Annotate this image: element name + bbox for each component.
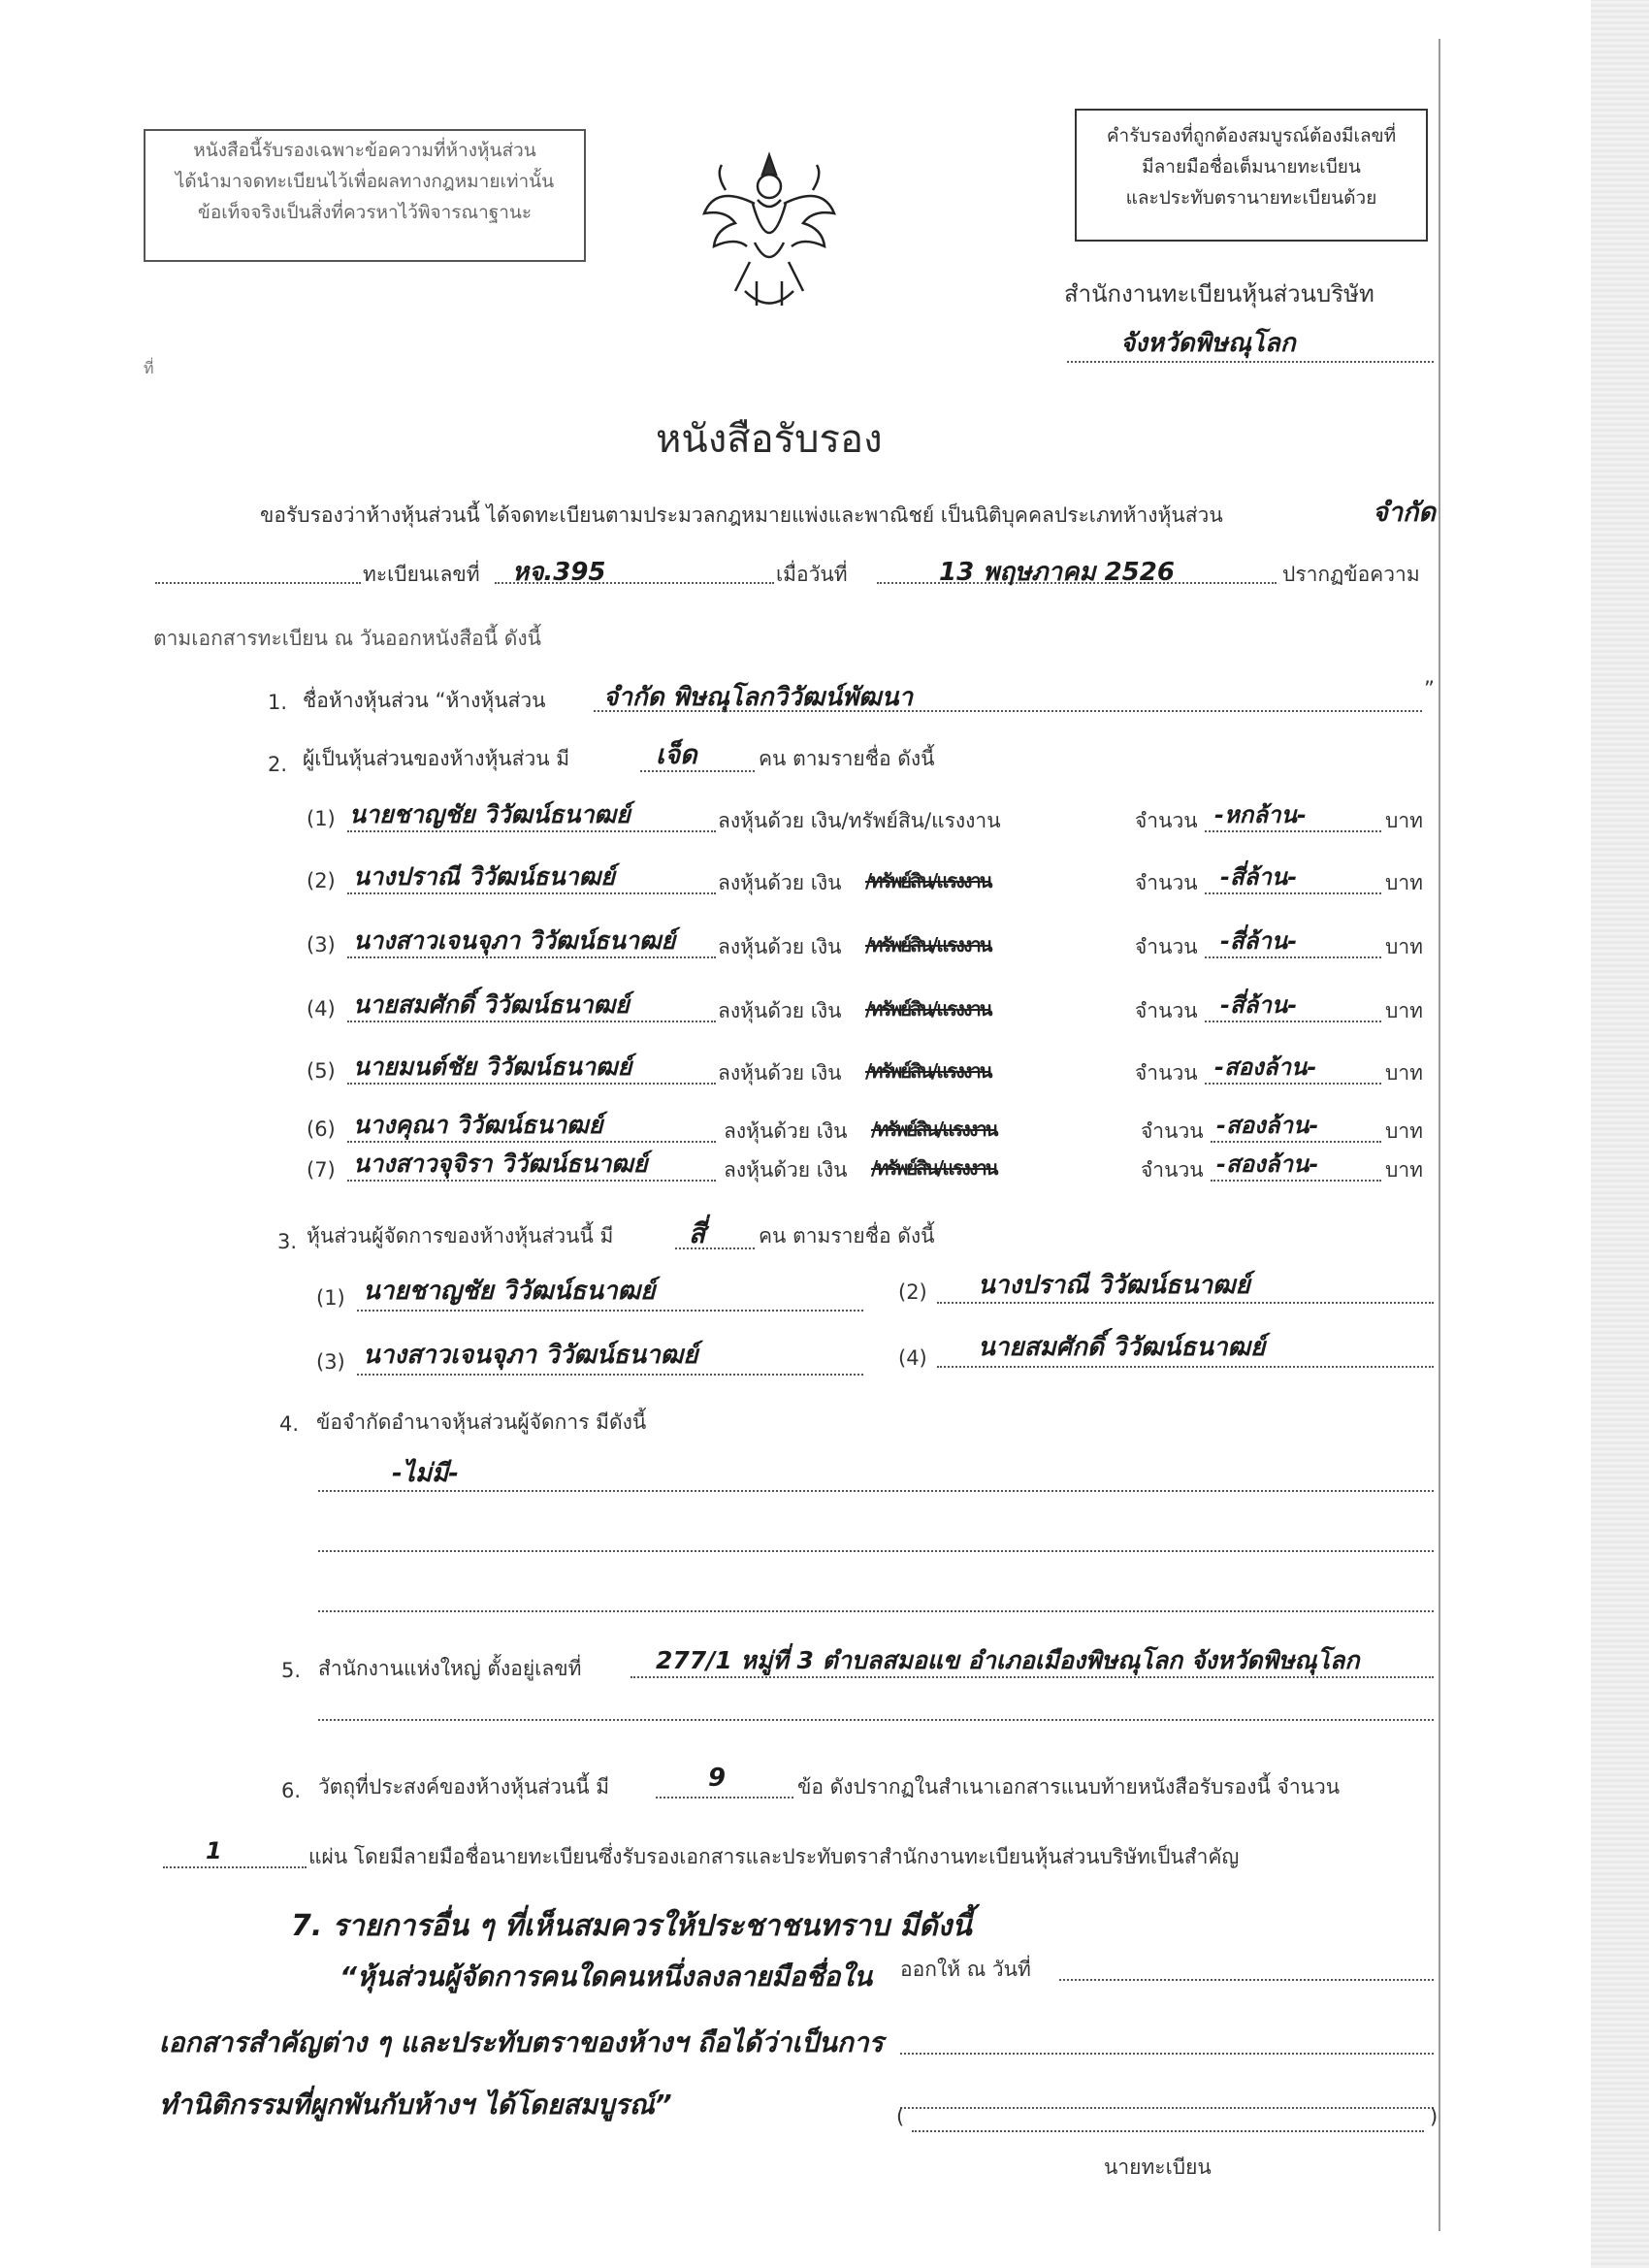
dotted-line [1205,892,1381,894]
issue-label: ออกให้ ณ วันที่ [900,1958,1031,1981]
partner-name: นางสาวเจนจุภา วิวัฒน์ธนาฒย์ [353,926,676,955]
stamp-right-line: มีลายมือชื่อเต็มนายทะเบียน [1142,156,1361,178]
appear-label: ปรากฏข้อความ [1282,563,1420,586]
signature-line [912,2130,1424,2132]
partner-index: (1) [307,807,336,830]
dotted-line [937,1366,1434,1368]
stamp-left-line: หนังสือนี้รับรองเฉพาะข้อความที่ห้างหุ้นส่วน [193,140,536,161]
item3-tail: คน ตามรายชื่อ ดังนี้ [759,1224,935,1247]
reg-no: หจ.395 [512,558,606,587]
partner-row [0,858,1455,906]
amount-unit: บาท [1385,1158,1423,1182]
dotted-line [1205,1083,1381,1085]
manager-name: นางปราณี วิวัฒน์ธนาฒย์ [978,1271,1250,1300]
partner-invest: ลงหุ้นด้วย เงิน/ทรัพย์สิน/แรงงาน [718,809,1001,832]
dotted-line [1211,1141,1381,1143]
sign-close: ) [1430,2105,1439,2128]
manager-index: (4) [898,1346,927,1370]
dotted-line [630,1676,1434,1678]
partner-amount: -สองล้าน- [1216,1112,1319,1139]
dotted-line [318,1719,1434,1721]
strike-mark: /ทรัพย์สิน/แรงงาน [865,1059,991,1083]
item1-label: ชื่อห้างหุ้นส่วน “ห้างหุ้นส่วน [303,689,546,712]
item7-line: “หุ้นส่วนผู้จัดการคนใดคนหนึ่งลงลายมือชื่อใน [340,1960,873,1993]
partner-invest: ลงหุ้นด้วย เงิน [718,1061,842,1085]
manager-index: (3) [316,1350,345,1374]
dotted-line [900,2053,1434,2055]
partner-index: (2) [307,869,336,892]
dotted-line [495,582,774,584]
dotted-line [675,1247,755,1249]
partner-index: (6) [307,1118,336,1141]
item1-num: 1. [268,691,288,714]
dotted-line [347,1083,716,1085]
partner-amount: -สี่ล้าน- [1220,991,1298,1019]
partner-name: นางปราณี วิวัฒน์ธนาฒย์ [353,862,615,891]
manager-name: นายชาญชัย วิวัฒน์ธนาฒย์ [363,1277,656,1306]
partner-name: นางคุณา วิวัฒน์ธนาฒย์ [353,1111,603,1139]
dotted-line [318,1610,1434,1612]
dotted-line [347,892,716,894]
manager-index: (2) [898,1280,927,1304]
intro-line3: ตามเอกสารทะเบียน ณ วันออกหนังสือนี้ ดังนี้ [153,627,542,650]
amount-unit: บาท [1385,1119,1423,1143]
head-office-address: 277/1 หมู่ที่ 3 ตำบลสมอแข อำเภอเมืองพิษณุโลก จังหวัดพิษณุโลก [656,1646,1360,1674]
amount-label: จำนวน [1135,935,1198,958]
partner-invest: ลงหุ้นด้วย เงิน [718,935,842,958]
partner-index: (5) [307,1059,336,1083]
amount-label: จำนวน [1141,1158,1204,1182]
partner-name: นายมนต์ชัย วิวัฒน์ธนาฒย์ [353,1053,632,1081]
partner-invest: ลงหุ้นด้วย เงิน [724,1158,848,1182]
strike-mark: /ทรัพย์สิน/แรงงาน [865,933,991,956]
dotted-line [347,830,716,832]
partnership-name: จำกัด พิษณุโลกวิวัฒน์พัฒนา [603,683,914,712]
item2-num: 2. [268,753,288,776]
stamp-right-line: และประทับตรานายทะเบียนด้วย [1125,187,1377,209]
stamp-right [1075,109,1428,242]
reg-label: ทะเบียนเลขที่ [363,563,480,586]
manager-count: สี่ [689,1217,706,1249]
item7-heading: 7. รายการอื่น ๆ ที่เห็นสมควรให้ประชาชนทราบ มีดังนี้ [291,1909,972,1943]
amount-unit: บาท [1385,999,1423,1022]
manager-index: (1) [316,1286,345,1310]
registrar-label: นายทะเบียน [1104,2155,1212,2179]
partner-row [0,922,1455,970]
amount-unit: บาท [1385,1061,1423,1085]
partner-count: เจ็ด [656,740,697,770]
partner-index: (4) [307,997,336,1021]
objective-count: 9 [708,1764,727,1793]
partner-invest: ลงหุ้นด้วย เงิน [718,871,842,894]
dotted-line [1059,1979,1434,1981]
dotted-line [347,1180,716,1182]
partner-amount: -สี่ล้าน- [1220,863,1298,891]
ref-mark: ที่ [144,359,154,377]
item4-value: -ไม่มี- [392,1459,459,1488]
dotted-line [656,1797,793,1798]
item7-line: ทำนิติกรรมที่ผูกพันกับห้างฯ ได้โดยสมบูรณ์” [159,2089,672,2121]
strike-mark: /ทรัพย์สิน/แรงงาน [871,1156,997,1180]
item6-tail: ข้อ ดังปรากฏในสำเนาเอกสารแนบท้ายหนังสือรับรองนี้ จำนวน [797,1775,1341,1798]
dotted-line [1205,830,1381,832]
garuda-emblem-icon [696,146,842,315]
partner-amount: -สองล้าน- [1216,1150,1319,1178]
scan-margin [1591,0,1649,2268]
office-line: สำนักงานทะเบียนหุ้นส่วนบริษัท [1064,280,1374,308]
sign-open: ( [896,2105,905,2128]
dotted-line [937,1302,1434,1304]
item2-label: ผู้เป็นหุ้นส่วนของห้างหุ้นส่วน มี [303,747,570,770]
manager-name: นางสาวเจนจุภา วิวัฒน์ธนาฒย์ [363,1341,698,1370]
amount-unit: บาท [1385,809,1423,832]
strike-mark: /ทรัพย์สิน/แรงงาน [865,869,991,892]
dotted-line [318,1490,1434,1492]
item2-tail: คน ตามรายชื่อ ดังนี้ [759,747,935,770]
amount-label: จำนวน [1135,1061,1198,1085]
attachment-sheets: 1 [206,1837,222,1864]
dotted-line [594,710,1422,712]
dotted-line [318,1550,1434,1552]
item6-line2: แผ่น โดยมีลายมือชื่อนายทะเบียนซึ่งรับรองเอกสารและประทับตราสำนักงานทะเบียนหุ้นส่วนบริษัทเป็นสำคัญ [308,1845,1240,1868]
partner-name: นางสาวจุจิรา วิวัฒน์ธนาฒย์ [353,1150,648,1178]
partner-row [0,1048,1455,1096]
dotted-line [357,1310,863,1312]
dotted-line [877,582,1277,584]
reg-date: 13 พฤษภาคม 2526 [939,558,1175,587]
stamp-left-line: ได้นำมาจดทะเบียนไว้เพื่อผลทางกฎหมายเท่านั้น [175,171,555,192]
dotted-line [347,1141,716,1143]
partner-index: (7) [307,1158,336,1182]
intro-line1: ขอรับรองว่าห้างหุ้นส่วนนี้ ได้จดทะเบียนตามประมวลกฎหมายแพ่งและพาณิชย์ เป็นนิติบุคคลประเภทห้างหุ้นส่วน [260,503,1223,527]
partner-index: (3) [307,933,336,956]
amount-label: จำนวน [1135,809,1198,832]
strike-mark: /ทรัพย์สิน/แรงงาน [871,1118,997,1141]
item3-num: 3. [277,1230,298,1253]
partner-amount: -สี่ล้าน- [1220,927,1298,955]
amount-unit: บาท [1385,871,1423,894]
amount-label: จำนวน [1135,999,1198,1022]
dotted-line [357,1374,863,1376]
dotted-line [163,1866,307,1868]
stamp-right-line: คำรับรองที่ถูกต้องสมบูรณ์ต้องมีเลขที่ [1106,125,1397,146]
dotted-line [640,770,755,772]
amount-unit: บาท [1385,935,1423,958]
strike-mark: /ทรัพย์สิน/แรงงาน [865,997,991,1021]
dotted-line [900,2107,1434,2109]
item6-label: วัตถุที่ประสงค์ของห้างหุ้นส่วนนี้ มี [318,1775,610,1798]
dotted-line [1205,1021,1381,1022]
partner-amount: -หกล้าน- [1214,801,1307,828]
item5-label: สำนักงานแห่งใหญ่ ตั้งอยู่เลขที่ [318,1657,582,1680]
item3-label: หุ้นส่วนผู้จัดการของห้างหุ้นส่วนนี้ มี [307,1224,614,1247]
item4-num: 4. [279,1412,300,1436]
dotted-line [1205,956,1381,958]
partner-row [0,1145,1455,1193]
partner-name: นายชาญชัย วิวัฒน์ธนาฒย์ [349,800,630,828]
amount-label: จำนวน [1141,1119,1204,1143]
dotted-line [155,582,361,584]
office-province: จังหวัดพิษณุโลก [1120,329,1296,358]
partner-name: นายสมศักดิ์ วิวัฒน์ธนาฒย์ [353,990,630,1019]
manager-name: นายสมศักดิ์ วิวัฒน์ธนาฒย์ [978,1333,1266,1362]
dotted-line [1211,1180,1381,1182]
page-title: หนังสือรับรอง [656,417,883,462]
intro-type-hand: จำกัด [1373,498,1436,528]
partner-amount: -สองล้าน- [1214,1053,1317,1081]
amount-label: จำนวน [1135,871,1198,894]
partner-row [0,795,1455,844]
item5-num: 5. [281,1659,302,1682]
stamp-left [144,129,586,262]
dotted-line [347,1021,716,1022]
date-label: เมื่อวันที่ [776,563,848,586]
item4-label: ข้อจำกัดอำนาจหุ้นส่วนผู้จัดการ มีดังนี้ [316,1410,647,1434]
dotted-line [1067,361,1434,363]
partner-row [0,986,1455,1034]
item6-num: 6. [281,1779,302,1802]
item7-line: เอกสารสำคัญต่าง ๆ และประทับตราของห้างฯ ถือได้ว่าเป็นการ [159,2026,884,2058]
dotted-line [347,956,716,958]
partner-invest: ลงหุ้นด้วย เงิน [718,999,842,1022]
partner-invest: ลงหุ้นด้วย เงิน [724,1119,848,1143]
stamp-left-line: ข้อเท็จจริงเป็นสิ่งที่ควรหาไว้พิจารณาฐานะ [197,202,533,223]
item1-close: ” [1424,677,1435,700]
